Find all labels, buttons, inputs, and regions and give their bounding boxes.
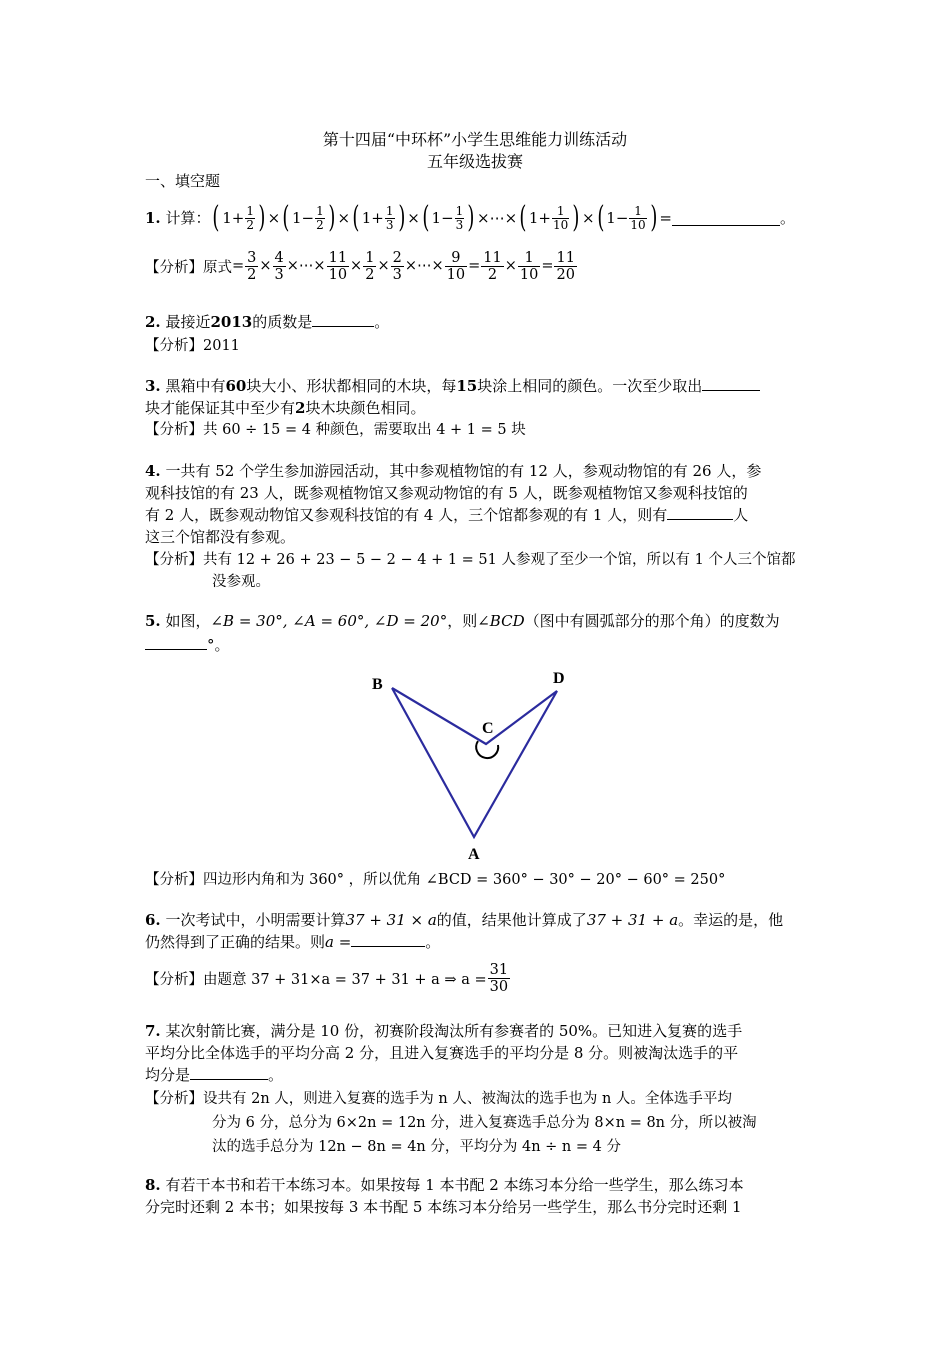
answer-blank[interactable] [312, 312, 374, 327]
page-title: 第十四届“中环杯”小学生思维能力训练活动 [322, 130, 628, 149]
question-prefix: 计算： [165, 209, 211, 227]
question-3-line2: 块才能保证其中至少有2块木块颜色相同。 [145, 399, 426, 417]
fraction: $\frac{1}{10}$ [519, 249, 539, 283]
end-punct: 。 [780, 209, 796, 227]
question-8: 8. 有若干本书和若干本练习本。如果按每 1 本书配 2 本练习本分给一些学生，那么练习本 [145, 1176, 744, 1194]
times-sign: × [407, 209, 420, 227]
question-6-line2: 仍然得到了正确的结果。则a = 。 [145, 933, 441, 951]
analysis-6: 【分析】 由题意 37 + 31×a = 37 + 31 + a ⇒ a = $\frac{31}{30}$ [145, 961, 509, 995]
fraction: $\frac{9}{10}$ [446, 249, 466, 283]
operand: 1+ [528, 209, 551, 227]
question-4-line2: 观科技馆的有 23 人，既参观植物馆又参观动物馆的有 5 人，既参观植物馆又参观科技馆的 [145, 484, 748, 502]
question-8-line2: 分完时还剩 2 本书；如果按每 3 本书配 5 本练习本分给另一些学生，那么书分完时还剩 1 [145, 1198, 742, 1216]
fraction: $\frac{3}{2}$ [247, 249, 257, 283]
question-4-line4: 这三个馆都没有参观。 [145, 528, 296, 546]
fraction: $\frac{1}{3}$ [385, 203, 394, 232]
operand: 1− [606, 209, 629, 227]
question-6: 6. 一次考试中，小明需要计算37 + 31 × a的值，结果他计算成了37 + 31 + a。幸运的是，他 [145, 911, 784, 929]
label-c: C [482, 720, 494, 737]
quadrilateral-figure [360, 665, 580, 865]
answer-blank[interactable] [190, 1065, 268, 1080]
question-5: 5. 如图，∠B = 30°, ∠A = 60°, ∠D = 20°，则∠BCD（图中有圆弧部分的那个角）的度数为 [145, 612, 780, 630]
label-b: B [372, 676, 383, 693]
question-4: 4. 一共有 52 个学生参加游园活动，其中参观植物馆的有 12 人，参观动物馆的有 26 人，参 [145, 462, 762, 480]
fraction: $\frac{11}{20}$ [556, 249, 575, 283]
fraction: $\frac{1}{2}$ [246, 203, 254, 232]
section-heading: 一、填空题 [145, 172, 221, 190]
answer-blank[interactable] [351, 932, 425, 947]
fraction: $\frac{1}{2}$ [365, 249, 375, 283]
analysis-7-line3: 汰的选手总分为 12n − 8n = 4n 分，平均分为 4n ÷ n = 4 分 [212, 1139, 621, 1155]
question-number: 1. [145, 209, 161, 227]
question-4-line3: 有 2 人，既参观动物馆又参观科技馆的有 4 人，三个馆都参观的有 1 人，则有 人 [145, 506, 749, 524]
question-7: 7. 某次射箭比赛，满分是 10 份，初赛阶段淘汰所有参赛者的 50%。已知进入复赛的选手 [145, 1022, 743, 1040]
question-7-line3: 均分是 。 [145, 1066, 284, 1084]
analysis-7-line2: 分为 6 分，总分为 6×2n = 12n 分，进入复赛选手总分为 8×n = 8n 分，所以被淘 [212, 1115, 757, 1131]
fraction: $\frac{11}{10}$ [328, 249, 348, 283]
answer-blank[interactable] [667, 505, 733, 520]
operand: 1+ [361, 209, 384, 227]
question-2: 2. 最接近2013的质数是 。 [145, 313, 390, 331]
analysis-tag: 【分析】 [145, 259, 203, 276]
analysis-3: 【分析】共 60 ÷ 15 = 4 种颜色，需要取出 4 + 1 = 5 块 [145, 422, 526, 438]
fraction: $\frac{11}{2}$ [483, 249, 502, 283]
operand: 1− [291, 209, 315, 227]
fraction: $\frac{31}{30}$ [489, 961, 509, 995]
answer-blank[interactable] [145, 635, 207, 650]
analysis-7: 【分析】设共有 2n 人，则进入复赛的选手为 n 人、被淘汰的选手也为 n 人。全体选手平均 [145, 1091, 732, 1107]
analysis-4: 【分析】共有 12 + 26 + 23 − 5 − 2 − 4 + 1 = 51 人参观了至少一个馆，所以有 1 个人三个馆都 [145, 552, 796, 568]
fraction: $\frac{1}{10}$ [630, 203, 646, 232]
question-7-line2: 平均分比全体选手的平均分高 2 分，且进入复赛选手的平均分是 8 分。则被淘汰选手的平 [145, 1044, 739, 1062]
analysis-5: 【分析】四边形内角和为 360° ，所以优角 ∠BCD = 360° − 30° − 20° − 60° = 250° [145, 872, 726, 888]
label-a: A [468, 846, 480, 863]
fraction: $\frac{4}{3}$ [274, 249, 284, 283]
fraction: $\frac{1}{2}$ [316, 203, 324, 232]
question-5-line2: °。 [145, 634, 230, 656]
analysis-prefix: 原式 [203, 259, 232, 276]
analysis-4-line2: 没参观。 [212, 574, 270, 590]
times-sign: × [582, 209, 595, 227]
fraction: $\frac{2}{3}$ [392, 249, 402, 283]
operand: 1+ [222, 209, 245, 227]
times-sign: × [337, 209, 351, 227]
question-1: 1. 计算： ( 1+ $\frac{1}{2}$ ) × ( 1− $\frac{1}{2}$ ) × ( 1+ $\frac{1}{3}$ ) × ( 1− $\frac{1}{3}$ ) ×⋯× ( 1+ $\frac{1}{10}$ ) × ( 1− $\frac{1}{10}$ ) = 。 [145, 200, 796, 235]
question-3: 3. 黑箱中有60块大小、形状都相同的木块，每15块涂上相同的颜色。一次至少取出 [145, 375, 760, 397]
analysis-2: 【分析】2011 [145, 338, 240, 354]
analysis-1: 【分析】 原式 = $\frac{3}{2}$ × $\frac{4}{3}$ ×⋯× $\frac{11}{10}$ × $\frac{1}{2}$ × $\frac{2}{3}$ ×⋯× $\frac{9}{10}$ = $\frac{11}{2}$ × $\frac{1}{10}$ = $\frac{11}{20}$ [145, 249, 575, 283]
answer-blank[interactable] [672, 211, 780, 226]
fraction: $\frac{1}{10}$ [553, 203, 569, 232]
answer-blank[interactable] [702, 376, 760, 391]
equals-sign: = [659, 209, 672, 227]
page-subtitle: 五年级选拔赛 [426, 152, 523, 171]
times-sign: × [267, 209, 281, 227]
operand: 1− [431, 209, 454, 227]
figure-outline [392, 688, 557, 837]
dots-sign: ×⋯× [477, 209, 518, 227]
fraction: $\frac{1}{3}$ [455, 203, 464, 232]
label-d: D [553, 670, 565, 687]
